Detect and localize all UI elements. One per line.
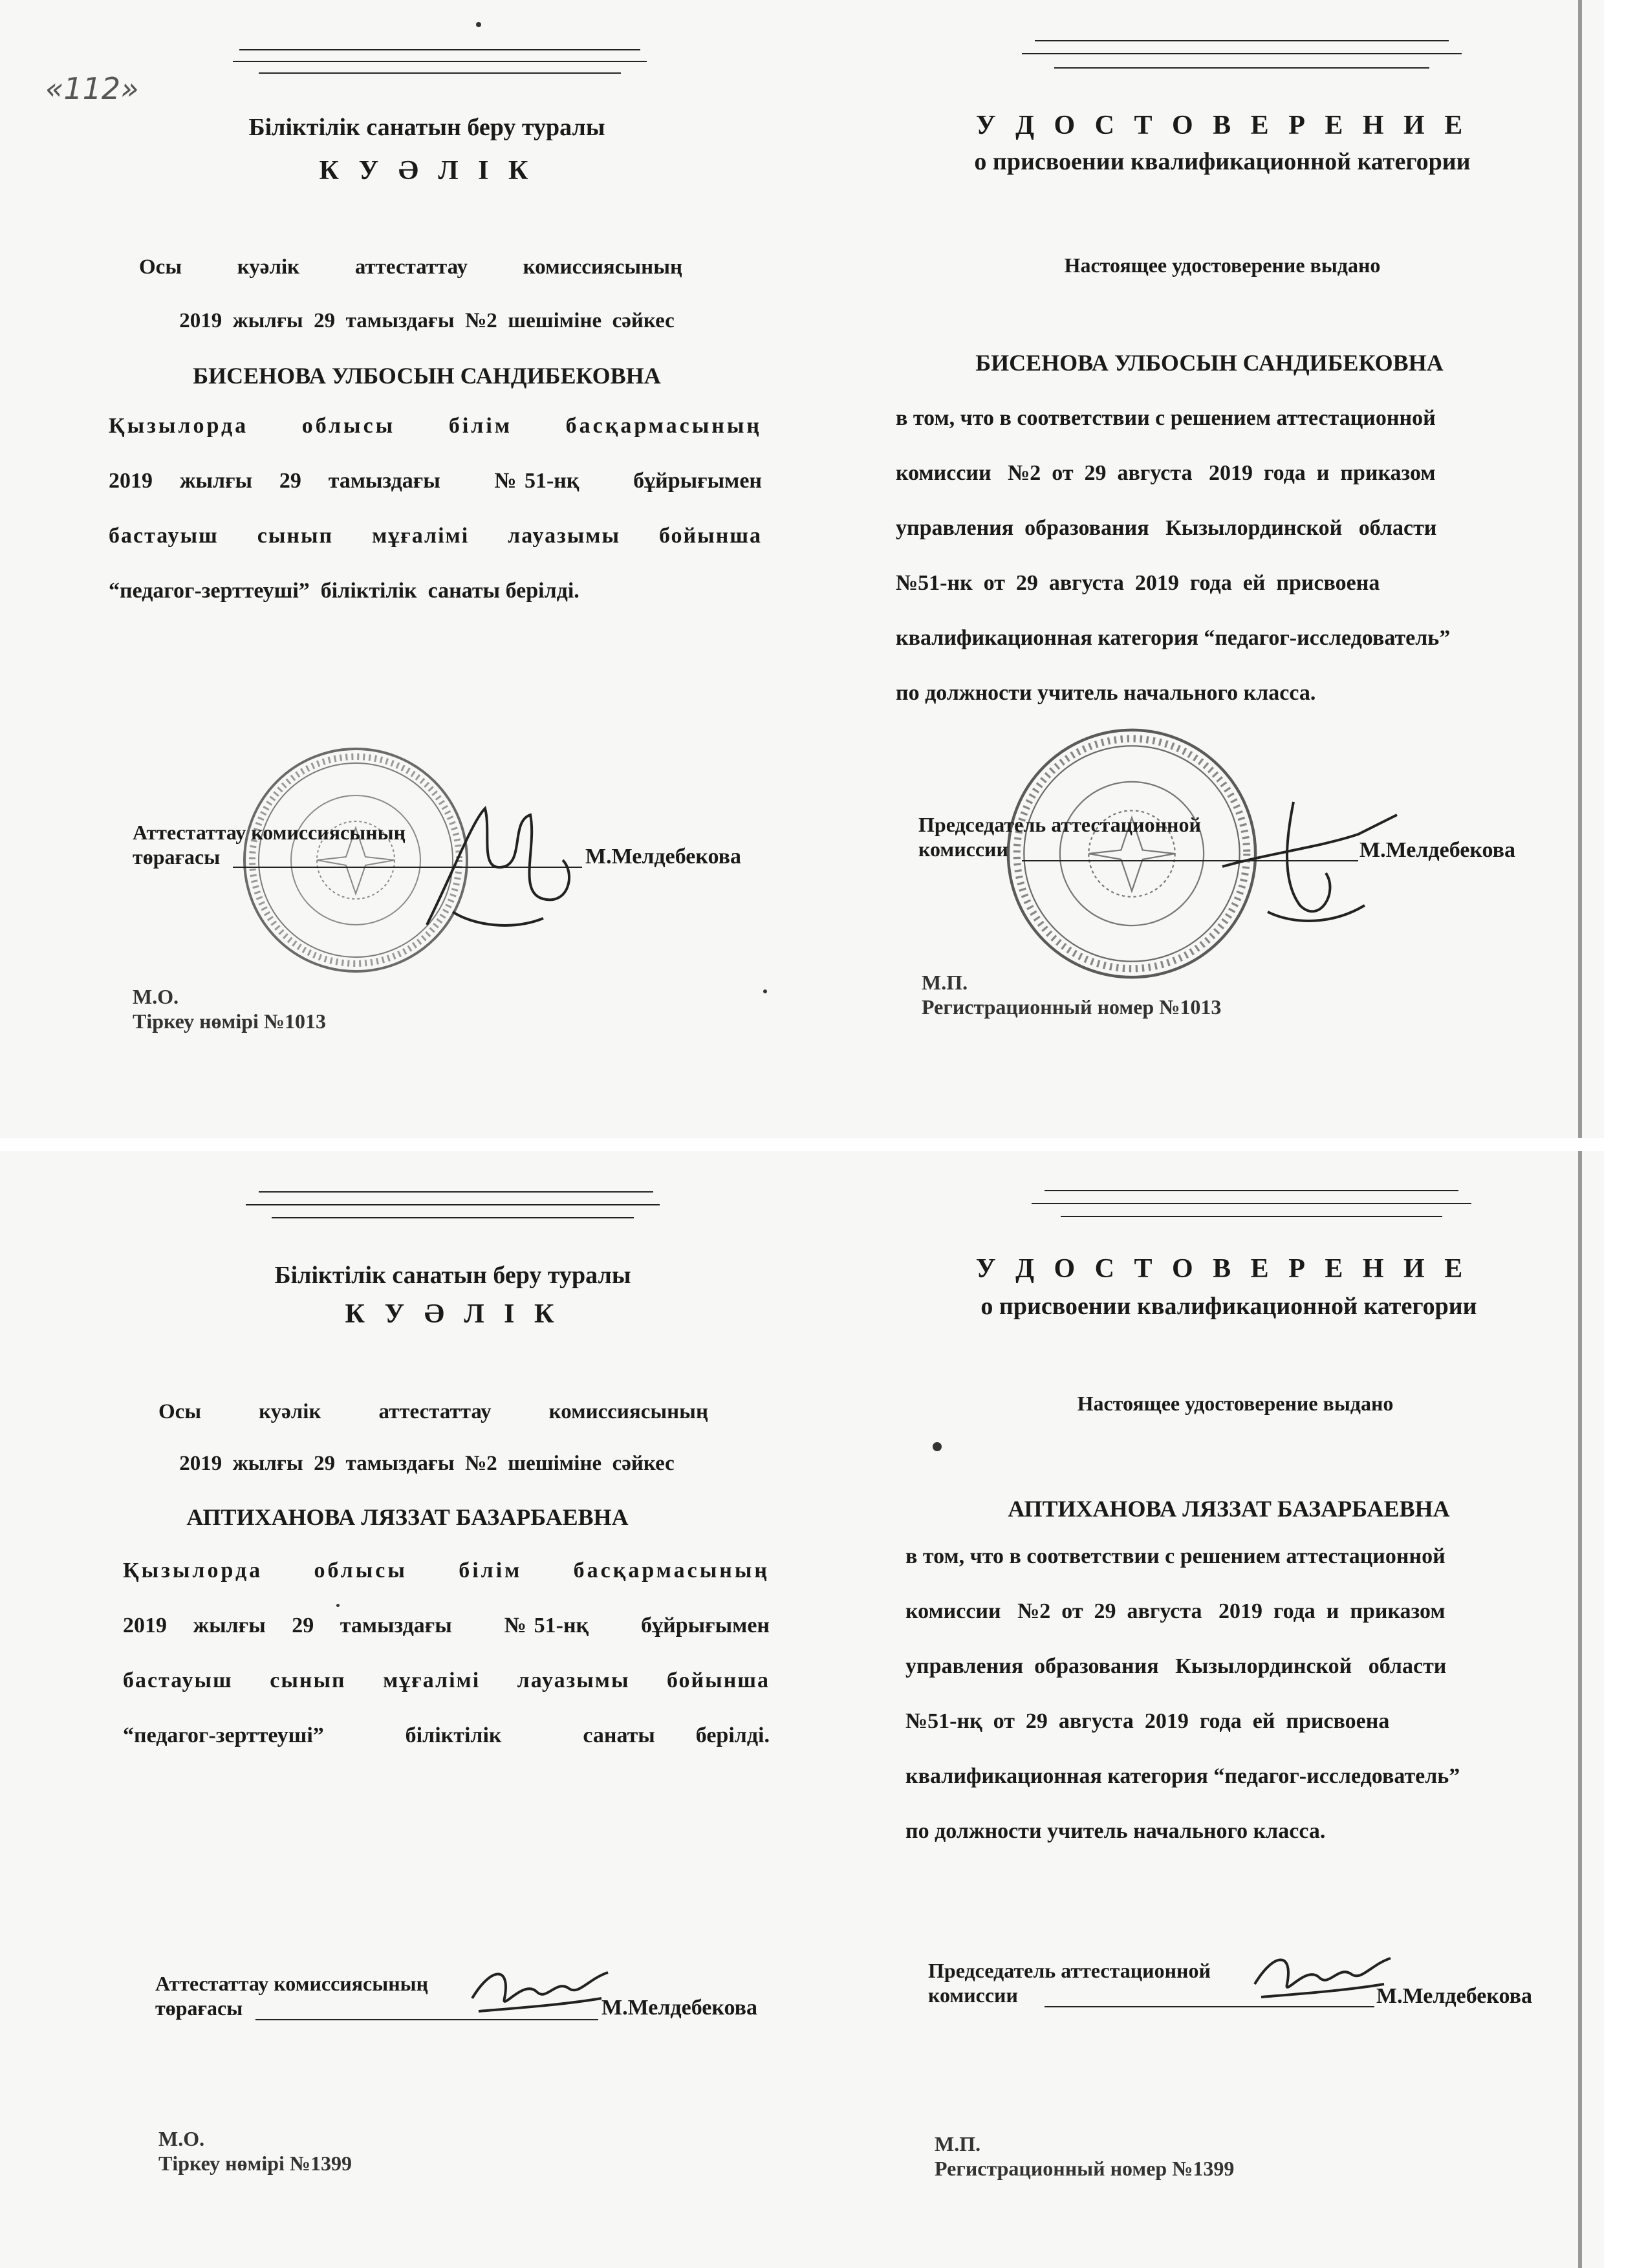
rus-issued: Настоящее удостоверение выдано xyxy=(1077,1392,1394,1415)
handwritten-note: «112» xyxy=(45,71,139,106)
rus-body-line: в том, что в соответствии с решением аттестационной xyxy=(905,1544,1446,1568)
rus-title: У Д О С Т О В Е Р Е Н И Е xyxy=(975,111,1469,140)
speck xyxy=(336,1604,340,1607)
rus-body-line: в том, что в соответствии с решением аттестационной xyxy=(896,406,1436,430)
rus-body-line: комиссии №2 от 29 августа 2019 года и приказом xyxy=(896,461,1436,485)
rus-body-line: квалификационная категория “педагог-исследователь” xyxy=(896,626,1451,650)
header-rule xyxy=(1035,40,1449,41)
rus-sign-label: Председатель аттестационной комиссии xyxy=(918,813,1201,861)
header-rule xyxy=(1032,1203,1471,1204)
speck xyxy=(763,989,767,993)
kaz-body-line: “педагог-зерттеуші” біліктілік санаты берілді. xyxy=(123,1723,770,1747)
kaz-body-line: Қызылорда облысы білім басқармасының xyxy=(123,1559,770,1582)
header-rule xyxy=(1054,67,1429,69)
kaz-body-line: 2019 жылғы 29 тамыздағы №51-нқ бұйрығымен xyxy=(123,1614,770,1637)
signature xyxy=(1248,1939,1397,2010)
header-rule xyxy=(233,61,647,62)
russian-panel xyxy=(802,0,1604,1138)
kaz-body-line: бастауыш сынып мұғалімі лауазымы бойынша xyxy=(123,1669,770,1692)
rus-body-line: управления образования Кызылординской области xyxy=(896,516,1437,540)
rus-person-name: БИСЕНОВА УЛБОСЫН САНДИБЕКОВНА xyxy=(975,350,1444,376)
rus-person-name: АПТИХАНОВА ЛЯЗЗАТ БАЗАРБАЕВНА xyxy=(1008,1496,1450,1522)
kaz-footer: М.О. Тіркеу нөмірі №1013 xyxy=(133,985,327,1033)
kaz-intro-line1: Осы куәлік аттестаттау комиссиясының xyxy=(139,255,682,279)
rus-footer: М.П. Регистрационный номер №1399 xyxy=(935,2132,1235,2180)
header-rule xyxy=(1045,1190,1458,1191)
rus-subtitle: о присвоении квалификационной категории xyxy=(980,1293,1477,1320)
kaz-intro-line1: Осы куәлік аттестаттау комиссиясының xyxy=(158,1400,708,1423)
rus-title: У Д О С Т О В Е Р Е Н И Е xyxy=(975,1254,1469,1284)
kaz-person-name: АПТИХАНОВА ЛЯЗЗАТ БАЗАРБАЕВНА xyxy=(186,1504,629,1530)
rus-body-line: квалификационная категория “педагог-исследователь” xyxy=(905,1764,1460,1788)
certificate-sheet-1 xyxy=(0,0,1604,1138)
rus-body-line: управления образования Кызылординской области xyxy=(905,1654,1447,1678)
kaz-title-kuelik: К У Ә Л І К xyxy=(319,156,535,186)
kaz-sign-label: Аттестаттау комиссиясының төрағасы xyxy=(155,1972,429,2020)
header-rule xyxy=(272,1217,634,1218)
signature xyxy=(414,795,595,944)
kaz-body-line: “педагог-зерттеуші” біліктілік санаты берілді. xyxy=(109,579,579,603)
header-rule xyxy=(259,1191,653,1193)
rus-signer-name: М.Мелдебекова xyxy=(1359,838,1515,862)
kaz-title-kuelik: К У Ә Л І К xyxy=(345,1299,561,1329)
signature-line xyxy=(255,2019,598,2020)
kaz-footer: М.О. Тіркеу нөмірі №1399 xyxy=(158,2127,352,2175)
signature-line xyxy=(1022,860,1358,861)
kaz-signer-name: М.Мелдебекова xyxy=(585,845,741,869)
signature xyxy=(466,1953,614,2024)
certificate-sheet-2 xyxy=(0,1151,1604,2268)
speck xyxy=(476,22,481,27)
rus-body-line: №51-нқ от 29 августа 2019 года ей присвоена xyxy=(905,1709,1390,1733)
kaz-title: Біліктілік санатын беру туралы xyxy=(248,114,605,141)
kazakh-panel xyxy=(0,1151,802,2268)
rus-signer-name: М.Мелдебекова xyxy=(1376,1984,1532,2008)
kazakh-panel xyxy=(0,0,802,1138)
kaz-person-name: БИСЕНОВА УЛБОСЫН САНДИБЕКОВНА xyxy=(193,363,661,389)
kaz-sign-label: Аттестаттау комиссиясының төрағасы xyxy=(133,821,406,869)
speck xyxy=(933,1442,942,1451)
header-rule xyxy=(239,49,640,50)
signature-line xyxy=(1045,2006,1374,2007)
kaz-intro-line2: 2019 жылғы 29 тамыздағы №2 шешіміне сәйкес xyxy=(179,309,675,332)
rus-sign-label: Председатель аттестационной комиссии xyxy=(928,1959,1211,2007)
rus-subtitle: о присвоении квалификационной категории xyxy=(974,148,1471,175)
kaz-body-line: Қызылорда облысы білім басқармасының xyxy=(109,414,762,438)
rus-body-line: по должности учитель начального класса. xyxy=(905,1819,1326,1843)
header-rule xyxy=(259,72,621,74)
rus-body-line: комиссии №2 от 29 августа 2019 года и приказом xyxy=(905,1599,1446,1623)
kaz-signer-name: М.Мелдебекова xyxy=(601,1996,757,2020)
rus-body-line: по должности учитель начального класса. xyxy=(896,681,1316,705)
rus-issued: Настоящее удостоверение выдано xyxy=(1064,254,1381,277)
rus-body-line: №51-нк от 29 августа 2019 года ей присвоена xyxy=(896,571,1380,595)
kaz-intro-line2: 2019 жылғы 29 тамыздағы №2 шешіміне сәйкес xyxy=(179,1452,675,1475)
rus-footer: М.П. Регистрационный номер №1013 xyxy=(922,971,1222,1019)
kaz-body-line: бастауыш сынып мұғалімі лауазымы бойынша xyxy=(109,524,762,548)
header-rule xyxy=(1061,1216,1442,1217)
header-rule xyxy=(1022,53,1462,54)
header-rule xyxy=(246,1204,660,1205)
kaz-body-line: 2019 жылғы 29 тамыздағы №51-нқ бұйрығымен xyxy=(109,469,762,493)
signature-line xyxy=(233,867,582,868)
kaz-title: Біліктілік санатын беру туралы xyxy=(274,1262,631,1289)
russian-panel xyxy=(802,1151,1604,2268)
